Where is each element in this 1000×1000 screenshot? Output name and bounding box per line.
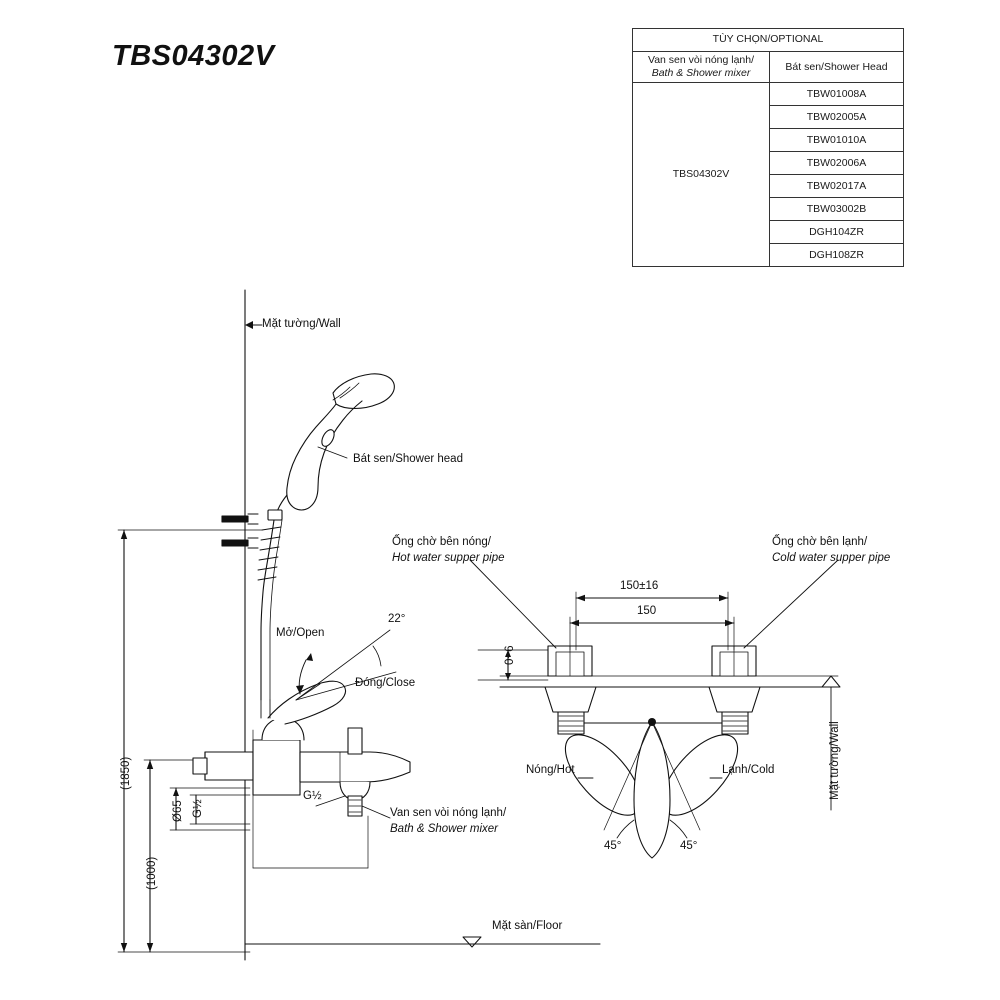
dim-text-150-tol: 150±16 xyxy=(620,580,659,592)
wall-symbol-icon xyxy=(822,676,840,687)
dim-text-d65: Ø65 xyxy=(172,800,184,822)
shower-head-2: TBW01010A xyxy=(770,129,904,152)
dim-text-g12-left: G½ xyxy=(192,799,204,818)
option-table-model: TBS04302V xyxy=(633,83,770,267)
col1-line1: Van sen vòi nóng lạnh/ xyxy=(647,54,755,66)
dim-text-angle-hot: 45° xyxy=(604,840,622,852)
label-cold-pipe xyxy=(772,535,890,566)
shower-head-0: TBW01008A xyxy=(770,83,904,106)
arc-45-hot xyxy=(617,820,634,838)
option-table-header: TÙY CHỌN/OPTIONAL xyxy=(633,29,904,52)
label-hot-pipe-line1: Ống chờ bên nóng/ xyxy=(392,536,491,548)
label-hot: Nóng/Hot xyxy=(526,764,575,776)
shower-head-drawing xyxy=(268,374,394,520)
leader-cold-pipe xyxy=(744,560,838,648)
label-floor: Mặt sàn/Floor xyxy=(492,920,563,932)
floor-symbol-icon xyxy=(463,937,481,947)
mixer-body-drawing xyxy=(193,681,410,816)
label-wall-left: Mặt tường/Wall xyxy=(262,318,341,330)
page-title: TBS04302V xyxy=(112,40,275,72)
arc-45-cold xyxy=(670,820,687,838)
shower-head-7: DGH108ZR xyxy=(770,244,904,267)
shower-head-3: TBW02006A xyxy=(770,152,904,175)
col1-line2: Bath & Shower mixer xyxy=(651,67,751,80)
dim-text-angle-cold: 45° xyxy=(680,840,698,852)
dim-text-1000: (1000) xyxy=(146,856,158,890)
leader-hot-pipe xyxy=(470,560,556,648)
label-close: Đóng/Close xyxy=(355,677,416,689)
label-hot-pipe xyxy=(392,535,505,566)
dim-text-150: 150 xyxy=(637,605,657,617)
label-wall-right: Mặt tường/Wall xyxy=(829,721,841,800)
shower-head-1: TBW02005A xyxy=(770,106,904,129)
label-hot-pipe-line2: Hot water supper pipe xyxy=(392,551,505,564)
option-table-col2-header: Bát sen/Shower Head xyxy=(770,52,904,83)
cold-inlet-drawing xyxy=(709,646,760,734)
shower-holder xyxy=(222,514,258,548)
label-mixer xyxy=(390,806,506,837)
shower-head-5: TBW03002B xyxy=(770,198,904,221)
dim-text-1850: (1850) xyxy=(120,756,132,790)
label-cold: Lạnh/Cold xyxy=(722,764,775,776)
label-mixer-line1: Van sen vòi nóng lạnh/ xyxy=(390,807,507,819)
label-cold-pipe-line2: Cold water supper pipe xyxy=(772,551,891,564)
dim-text-g12-center: G½ xyxy=(303,790,322,802)
handle-swing-diagram xyxy=(552,718,750,858)
label-cold-pipe-line1: Ống chờ bên lạnh/ xyxy=(772,536,868,548)
dim-text-angle-22: 22° xyxy=(388,613,406,625)
shower-head-6: DGH104ZR xyxy=(770,221,904,244)
shower-hose xyxy=(258,520,282,700)
hot-inlet-drawing xyxy=(545,646,596,734)
wall-arrow-icon xyxy=(245,321,253,329)
label-mixer-line2: Bath & Shower mixer xyxy=(390,822,499,835)
dim-text-depth: 0~6 xyxy=(504,645,516,665)
label-open: Mở/Open xyxy=(276,627,325,639)
label-shower-head: Bát sen/Shower head xyxy=(353,453,463,465)
leader-mixer xyxy=(362,806,390,818)
shower-head-4: TBW02017A xyxy=(770,175,904,198)
